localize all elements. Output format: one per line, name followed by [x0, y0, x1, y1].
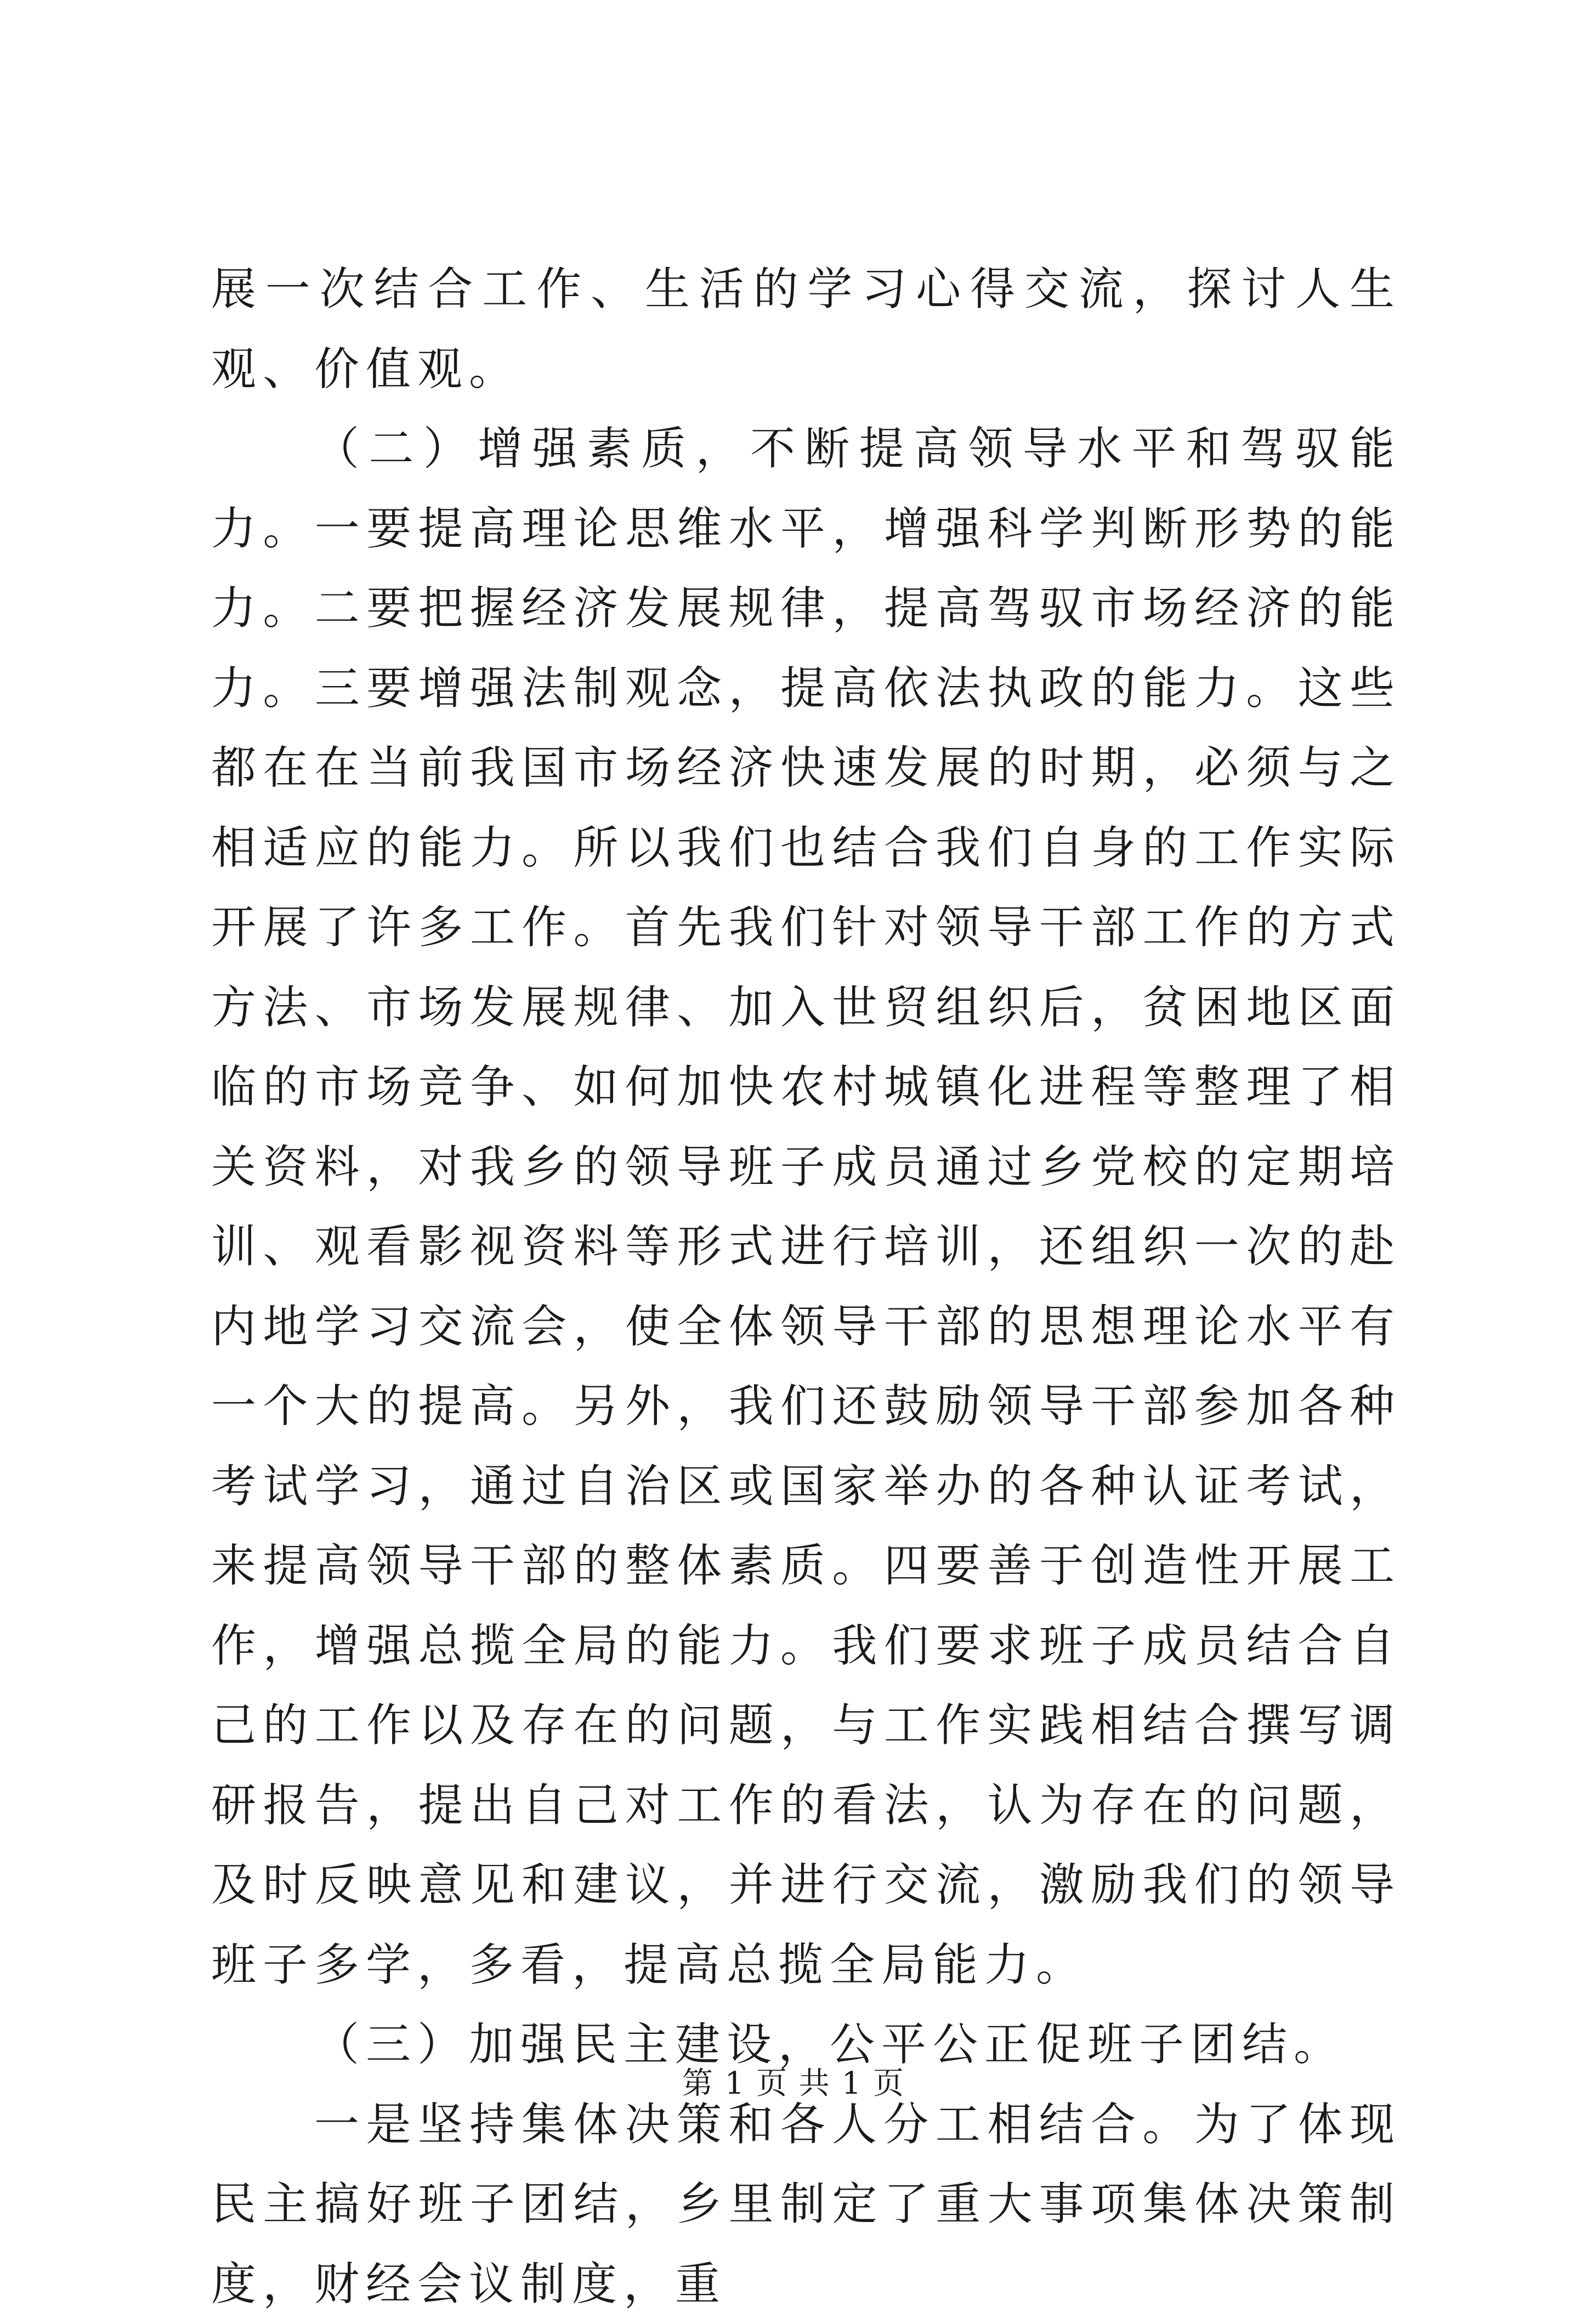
paragraph-section-two: （二）增强素质，不断提高领导水平和驾驭能力。一要提高理论思维水平，增强科学判断形势的能力。二要把握经济发展规律，提高驾驭市场经济的能力。三要增强法制观念，提高依法执政的能力。这些都在在当前我国市场经济快速发展的时期，必须与之相适应的能力。所以我们也结合我们自身的工作实际开展了许多工作。首先我们针对领导干部工作的方式方法、市场发展规律、加入世贸组织后，贫困地区面临的市场竞争、如何加快农村城镇化进程等整理了相关资料，对我乡的领导班子成员通过乡党校的定期培训、观看影视资料等形式进行培训，还组织一次的赴内地学习交流会，使全体领导干部的思想理论水平有一个大的提高。另外，我们还鼓励领导干部参加各种考试学习，通过自治区或国家举办的各种认证考试，来提高领导干部的整体素质。四要善于创造性开展工作，增强总揽全局的能力。我们要求班子成员结合自己的工作以及存在的问题，与工作实践相结合撰写调研报告，提出自己对工作的看法，认为存在的问题，及时反映意见和建议，并进行交流，激励我们的领导班子多学，多看，提高总揽全局能力。 — [211, 409, 1401, 2005]
page-footer: 第 1 页 共 1 页 — [0, 2062, 1587, 2106]
document-body — [211, 250, 1401, 2324]
paragraph-continuation: 展一次结合工作、生活的学习心得交流，探讨人生观、价值观。 — [211, 250, 1401, 409]
paragraph-section-three: 一是坚持集体决策和各人分工相结合。为了体现民主搞好班子团结，乡里制定了重大事项集体决策制度，财经会议制度，重 — [211, 2085, 1401, 2324]
section-heading-three: （三）加强民主建设，公平公正促班子团结。 — [211, 2005, 1401, 2085]
